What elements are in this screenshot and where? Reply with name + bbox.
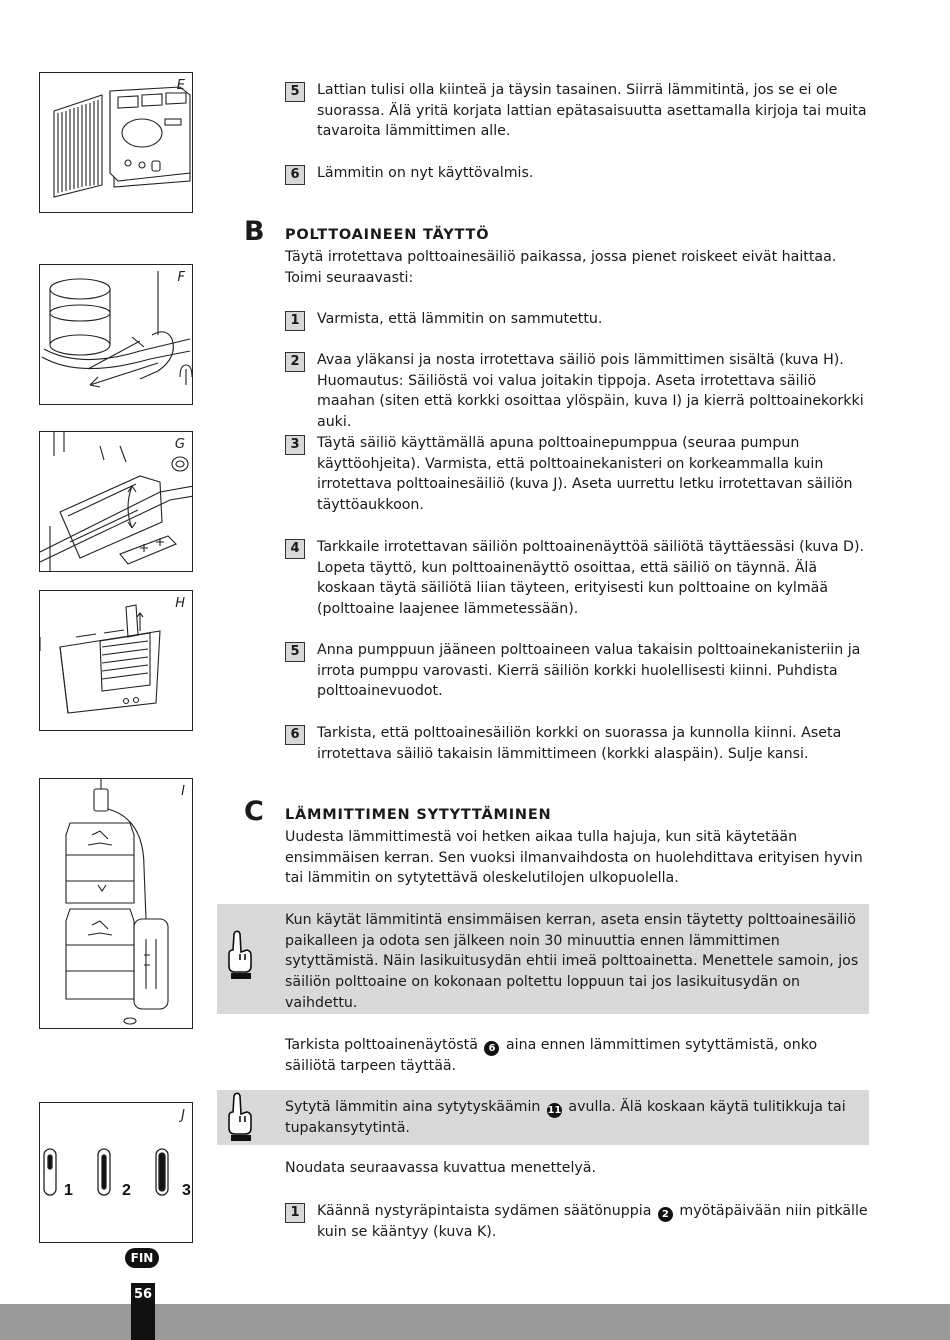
heater-tank-lift-drawing [40,591,193,731]
step-number: 4 [285,539,305,559]
gauge-label-1: 1 [64,1182,73,1199]
figure-f-label: F [177,270,185,285]
fuel-gauge-levels-drawing [40,1103,193,1243]
follow-procedure-text: Noudata seuraavassa kuvattua menettelyä. [285,1160,597,1176]
figure-e-label: E [176,78,185,93]
part-number-badge: 11 [547,1105,562,1116]
step-text: Lämmitin on nyt käyttövalmis. [317,165,534,181]
part-number-badge: 2 [658,1207,673,1222]
note-box-first-use [217,904,869,1014]
note-ignition-text [285,1097,869,1139]
figure-i-label: I [181,784,185,799]
step-number: 6 [285,725,305,745]
section-title-b: POLTTOAINEEN TÄYTTÖ [285,227,490,243]
figure-j-label: J [181,1108,185,1123]
note-box-ignition [217,1090,869,1145]
step-number: 1 [285,1203,305,1223]
note-ignition-start: Sytytä lämmitin aina sytytyskäämin [285,1099,541,1115]
note-first-use-text: Kun käytät lämmitintä ensimmäisen kerran, aseta ensin täytetty polttoainesäiliö paikalleen ja odota sen jälkeen noin 30 minuuttia ennen lämmittimen sytyttämistä. Näin lasikuitusydän ehtii imeä polttoainetta. Menettele samoin, jos säiliön polttoaine on kokonaan poltettu loppuun tai jos lasikuitusydän on vaihdettu. [285,912,859,1011]
gauge-label-2: 2 [122,1182,131,1199]
section-c-intro: Uudesta lämmittimestä voi hetken aikaa tulla hajuja, kun sitä käytetään ensimmäisen kerran. Sen vuoksi ilmanvaihdosta on huolehdittava erityisen hyvin tai lämmitin on sytytettävä oleskelutilojen ulkopuolella. [285,829,863,887]
section-letter-c: C [244,796,264,827]
step-text-end: myötäpäivään niin pitkälle kuin se kääntyy (kuva K). [317,1203,868,1240]
step-text: Varmista, että lämmitin on sammutettu. [317,311,603,327]
heater-front-panel-drawing [40,73,193,213]
page-number: 56 [133,1287,153,1302]
step-text: Täytä säiliö käyttämällä apuna polttoainepumppua (seuraa pumpun käyttöohjeita). Varmista, että polttoainekanisteri on korkeammalla kuin irrotettava polttoainesäiliö (kuva J). Aseta uurrettu letku irrotettavan säiliön täyttöaukkoon. [317,435,853,514]
figure-f [39,264,193,405]
figure-h-label: H [175,596,185,611]
step-number: 2 [285,352,305,372]
figure-i [39,778,193,1029]
step-number: 5 [285,82,305,102]
section-title-c: LÄMMITTIMEN SYTYTTÄMINEN [285,807,552,823]
figure-e [39,72,193,213]
step-number: 3 [285,435,305,455]
tank-removal-drawing [40,432,193,572]
step-text-start: Käännä nystyräpintaista sydämen säätönuppia [317,1203,652,1219]
pointing-hand-icon [223,930,257,980]
step-number: 6 [285,165,305,185]
figure-g [39,431,193,572]
step-text: Tarkista, että polttoainesäiliön korkki on suorassa ja kunnolla kiinni. Aseta irrotettava säiliö takaisin lämmittimeen (korkki alaspäin). Sulje kansi. [317,725,842,762]
fuel-pump-canister-drawing [40,779,193,1029]
step-text [317,1201,869,1243]
step-text: Lattian tulisi olla kiinteä ja täysin tasainen. Siirrä lämmitintä, jos se ei ole suorassa. Älä yritä korjata lattian epätasaisuutta asettamalla kirjoja tai muita tavaroita lämmittimen alle. [317,82,867,140]
step-number: 5 [285,642,305,662]
check-fuel-paragraph [285,1035,869,1077]
figure-j [39,1102,193,1243]
page-number-box [131,1283,155,1340]
language-badge: FIN [125,1248,159,1268]
wick-and-hand-drawing [40,265,193,405]
section-b-intro: Täytä irrotettava polttoainesäiliö paikassa, jossa pienet roiskeet eivät haittaa. Toimi seuraavasti: [285,249,837,286]
part-number-badge: 6 [484,1041,499,1056]
section-letter-b: B [244,216,265,247]
figure-g-label: G [174,437,185,452]
note-ignition-end: avulla. Älä koskaan käytä tulitikkuja tai tupakansytytintä. [285,1099,846,1136]
step-text: Tarkkaile irrotettavan säiliön polttoainenäyttöä säiliötä täyttäessäsi (kuva D). Lopeta täyttö, kun polttoainenäyttö osoittaa, että säiliö on täynnä. Älä koskaan täytä säiliötä liian täyteen, erityisesti kun polttoaine on kylmää (polttoaine laajenee lämmetessään). [317,539,864,618]
gauge-label-3: 3 [182,1182,191,1199]
check-fuel-text-start: Tarkista polttoainenäytöstä [285,1037,478,1053]
check-fuel-text-end: aina ennen lämmittimen sytyttämistä, onko säiliötä tarpeen täyttää. [285,1037,818,1074]
step-text: Avaa yläkansi ja nosta irrotettava säiliö pois lämmittimen sisältä (kuva H). Huomautus: Säiliöstä voi valua joitakin tippoja. Aseta irrotettava säiliö maahan (siten että korkki osoittaa ylöspäin, kuva I) ja kierrä polttoainekorkki auki. [317,352,864,431]
step-number: 1 [285,311,305,331]
step-text: Anna pumppuun jääneen polttoaineen valua takaisin polttoainekanisteriin ja irrota pumppu varovasti. Kierrä säiliön korkki huolellisesti kiinni. Puhdista polttoainevuodot. [317,642,861,700]
figure-h [39,590,193,731]
pointing-hand-icon [223,1092,257,1142]
